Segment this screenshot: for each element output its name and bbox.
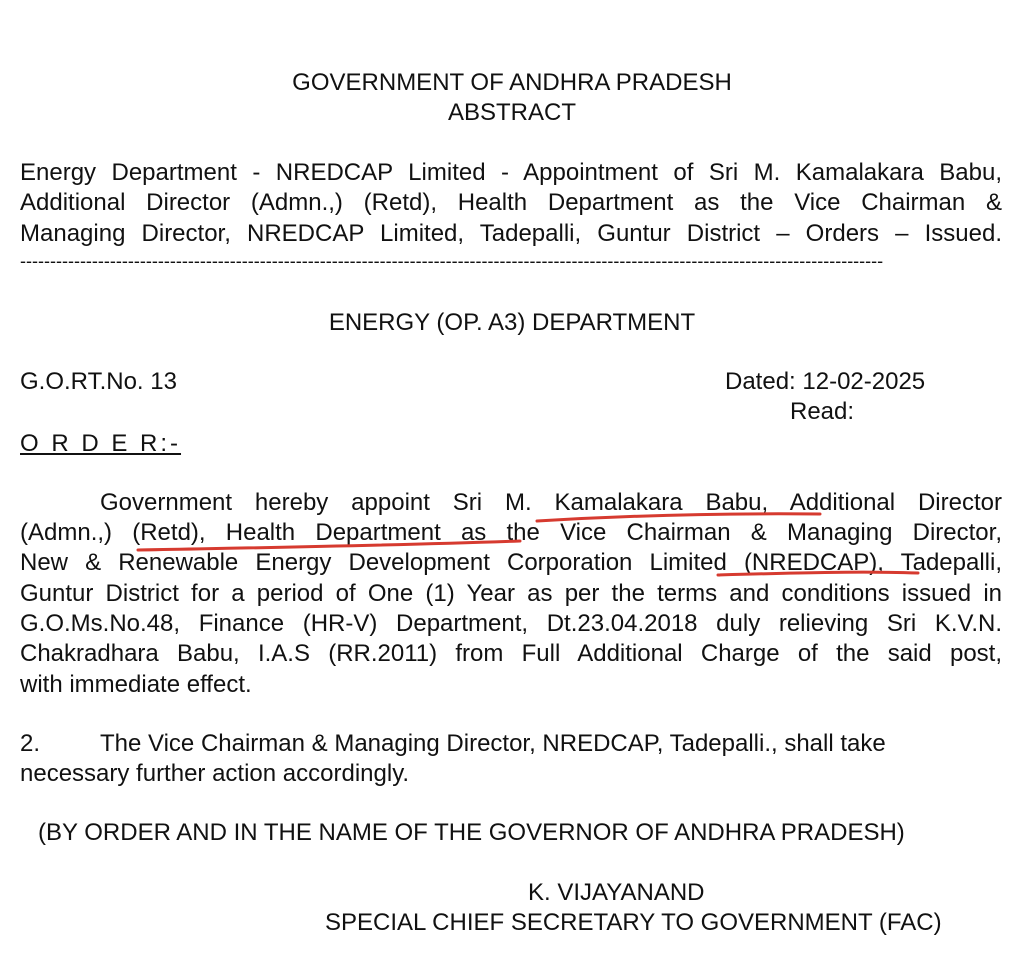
order-line-6: Chakradhara Babu, I.A.S (RR.2011) from Full Additional Charge of the said post,	[20, 640, 1002, 667]
signatory-name: K. VIJAYANAND	[528, 879, 705, 906]
separator-line: ------------------------------------------------------------------------------------------------------------------------------------------------	[20, 251, 884, 271]
dated: Dated: 12-02-2025	[725, 368, 926, 395]
order-line-7: with immediate effect.	[20, 671, 252, 698]
order-line-5: G.O.Ms.No.48, Finance (HR-V) Department, Dt.23.04.2018 duly relieving Sri K.V.N.	[20, 610, 1002, 637]
by-order-line: (BY ORDER AND IN THE NAME OF THE GOVERNOR OF ANDHRA PRADESH)	[38, 819, 905, 846]
subject-line-2: Additional Director (Admn.,) (Retd), Health Department as the Vice Chairman &	[20, 189, 1002, 216]
subject-line-1: Energy Department - NREDCAP Limited - Appointment of Sri M. Kamalakara Babu,	[20, 159, 1002, 186]
government-title: GOVERNMENT OF ANDHRA PRADESH	[292, 69, 732, 96]
para-2-number: 2.	[20, 730, 41, 757]
order-line-4: Guntur District for a period of One (1) Year as per the terms and conditions issued in	[20, 580, 1002, 607]
subject-line-3: Managing Director, NREDCAP Limited, Tadepalli, Guntur District – Orders – Issued.	[20, 220, 1002, 247]
signatory-designation: SPECIAL CHIEF SECRETARY TO GOVERNMENT (FAC)	[325, 909, 942, 936]
read-label: Read:	[790, 398, 855, 425]
para-2-line-2: necessary further action accordingly.	[20, 760, 410, 787]
order-line-1: Government hereby appoint Sri M. Kamalakara Babu, Additional Director	[100, 489, 1002, 516]
order-heading: O R D E R:-	[20, 430, 182, 457]
go-number: G.O.RT.No. 13	[20, 368, 177, 395]
order-line-3: New & Renewable Energy Development Corporation Limited (NREDCAP), Tadepalli,	[20, 549, 1002, 576]
department-title: ENERGY (OP. A3) DEPARTMENT	[328, 309, 696, 336]
para-2-line-1: The Vice Chairman & Managing Director, NREDCAP, Tadepalli., shall take	[100, 730, 886, 757]
abstract-title: ABSTRACT	[447, 99, 576, 126]
order-line-2: (Admn.,) (Retd), Health Department as the Vice Chairman & Managing Director,	[20, 519, 1002, 546]
